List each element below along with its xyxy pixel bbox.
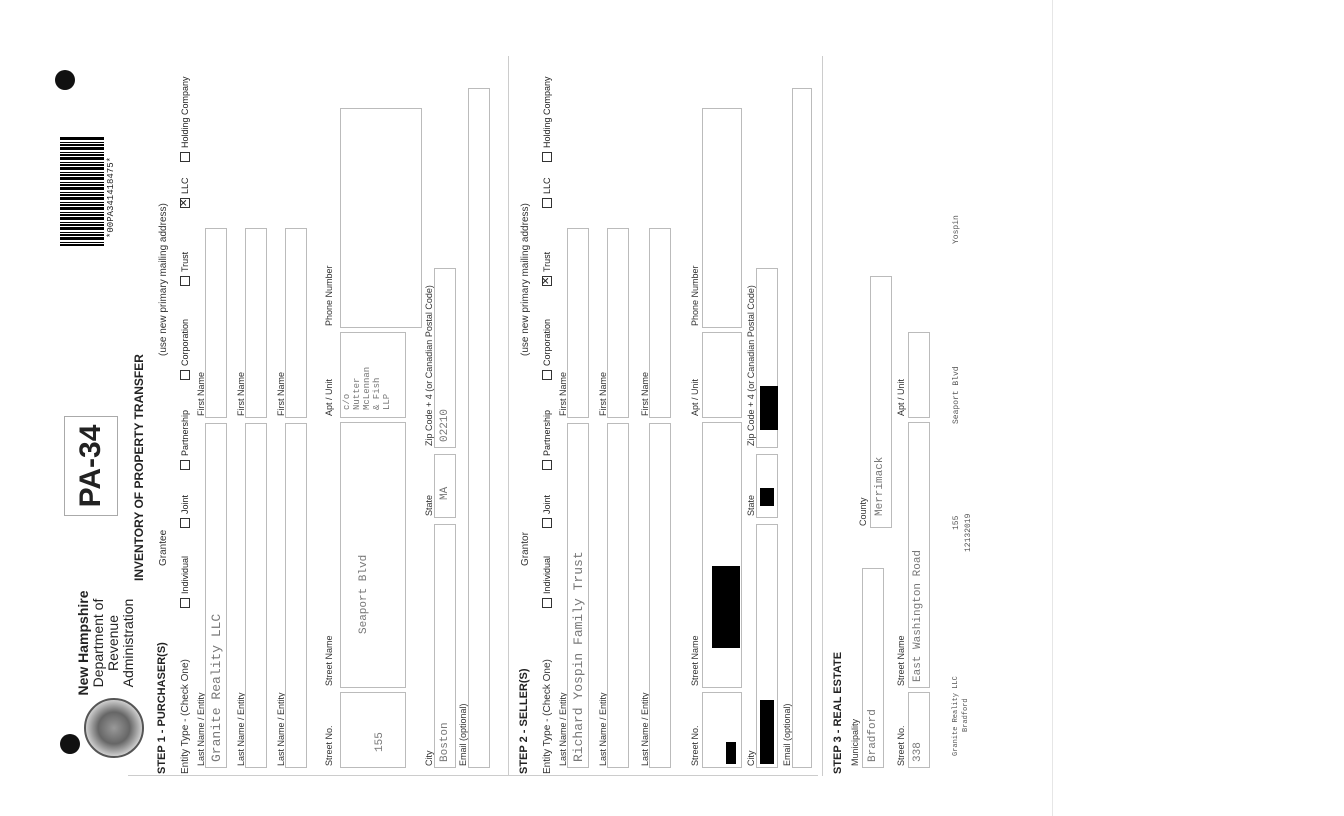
form-title: INVENTORY OF PROPERTY TRANSFER	[132, 354, 146, 581]
step2-first-name-label-3: First Name	[640, 371, 650, 416]
footer-col2-line1: 155	[952, 515, 961, 530]
step3-municipality-value: Bradford	[867, 709, 879, 762]
step2-first-name-field-3[interactable]	[649, 228, 671, 418]
step2-checkbox-trust[interactable]: ✕	[541, 276, 552, 285]
divider	[822, 56, 823, 776]
step2-email-field[interactable]	[792, 88, 812, 768]
step2-state-label: State	[746, 494, 756, 516]
step2-street-no-redaction	[726, 742, 736, 764]
step2-option-llc: LLC	[542, 177, 552, 194]
step2-email-label: Email (optional)	[782, 703, 792, 766]
step1-checkbox-trust[interactable]	[180, 276, 190, 286]
step2-checkbox-holding-company[interactable]	[542, 152, 552, 162]
step2-role: Grantor	[520, 532, 531, 566]
step2-city-redaction	[760, 700, 774, 764]
form-number-box	[64, 416, 118, 516]
step1-street-name-value: Seaport Blvd	[358, 554, 370, 634]
step1-first-name-field-2[interactable]	[245, 228, 267, 418]
step2-state-redaction	[760, 488, 774, 506]
step2-state-field[interactable]	[756, 454, 778, 518]
apt-line: Nutter	[352, 377, 362, 410]
barcode-text: *00PA341418475*	[106, 156, 116, 238]
step2-last-name-value-1: Richard Yospin Family Trust	[571, 551, 586, 762]
footer-col4-line1: Yospin	[952, 215, 961, 244]
step1-email-label: Email (optional)	[458, 703, 468, 766]
step2-mailing-note: (use new primary mailing address)	[520, 203, 531, 356]
step2-option-trust: Trust	[542, 251, 552, 272]
apt-line: LLP	[382, 393, 392, 410]
step2-apt-unit-label: Apt / Unit	[690, 378, 700, 416]
step1-zip-label: Zip Code + 4 (or Canadian Postal Code)	[424, 285, 434, 446]
step1-checkbox-individual[interactable]	[180, 598, 190, 608]
step3-municipality-label: Municipality	[850, 718, 860, 766]
agency-line3: Revenue Administration	[105, 598, 136, 688]
step1-last-name-field-3[interactable]	[285, 423, 307, 768]
step3-county-label: County	[858, 497, 868, 526]
step2-street-name-label: Street Name	[690, 635, 700, 686]
step3-street-name-value: East Washington Road	[912, 549, 924, 682]
apt-line: & Fish	[372, 377, 382, 410]
step2-phone-field[interactable]	[702, 108, 742, 328]
step1-checkbox-partnership[interactable]	[180, 460, 190, 470]
hole-punch-right	[55, 70, 75, 90]
step1-street-no-label: Street No.	[324, 725, 334, 766]
step1-zip-value: 02210	[439, 408, 451, 442]
step2-option-corporation: Corporation	[542, 318, 552, 366]
form-number: PA-34	[74, 424, 107, 508]
step2-street-no-field[interactable]	[702, 692, 742, 768]
step1-option-llc: LLC	[180, 177, 190, 194]
step2-zip-label: Zip Code + 4 (or Canadian Postal Code)	[746, 285, 756, 446]
step1-checkbox-llc[interactable]: ✕	[179, 198, 190, 207]
step1-first-name-field-3[interactable]	[285, 228, 307, 418]
step2-last-name-label-2: Last Name / Entity	[598, 692, 608, 766]
step2-option-holding-company: Holding Company	[542, 76, 552, 148]
step1-option-corporation: Corporation	[180, 318, 190, 366]
agency-block	[76, 588, 136, 698]
step3-apt-unit-field[interactable]	[908, 332, 930, 418]
step2-street-name-field[interactable]	[702, 422, 742, 688]
step1-last-name-field-2[interactable]	[245, 423, 267, 768]
step2-city-label: City	[746, 750, 756, 766]
step2-last-name-field-3[interactable]	[649, 423, 671, 768]
step2-checkbox-joint[interactable]	[542, 518, 552, 528]
footer-col2-line2: 12132019	[964, 513, 973, 552]
step1-role: Grantee	[158, 529, 169, 566]
step1-first-name-label-2: First Name	[236, 371, 246, 416]
step1-last-name-label-2: Last Name / Entity	[236, 692, 246, 766]
step1-option-partnership: Partnership	[180, 409, 190, 456]
step1-street-name-field[interactable]	[340, 422, 406, 688]
step1-phone-field[interactable]	[340, 108, 422, 328]
left-border	[128, 775, 818, 776]
step2-checkbox-llc[interactable]	[542, 198, 552, 208]
step3-county-value: Merrimack	[874, 456, 886, 516]
step2-street-name-redaction	[712, 566, 740, 648]
step1-entity-type-label: Entity Type - (Check One)	[180, 659, 191, 774]
state-seal-icon	[84, 698, 144, 758]
step2-last-name-label-3: Last Name / Entity	[640, 692, 650, 766]
step1-checkbox-corporation[interactable]	[180, 370, 190, 380]
step1-city-value: Boston	[439, 722, 451, 762]
step1-email-field[interactable]	[468, 88, 490, 768]
step3-street-no-value: 338	[912, 742, 924, 762]
step2-last-name-label-1: Last Name / Entity	[558, 692, 568, 766]
step1-city-label: City	[424, 750, 434, 766]
step1-option-individual: Individual	[180, 555, 190, 594]
step2-checkbox-individual[interactable]	[542, 598, 552, 608]
step1-state-label: State	[424, 494, 434, 516]
footer-col1-line2: Bradford	[962, 698, 970, 732]
apt-line: c/o	[342, 393, 352, 410]
step1-option-holding-company: Holding Company	[180, 76, 190, 148]
step1-checkbox-joint[interactable]	[180, 518, 190, 528]
step1-street-name-label: Street Name	[324, 635, 334, 686]
step1-first-name-label-1: First Name	[196, 371, 206, 416]
step3-title: STEP 3 - REAL ESTATE	[832, 651, 844, 774]
step2-first-name-label-2: First Name	[598, 371, 608, 416]
step1-title: STEP 1 - PURCHASER(S)	[156, 642, 168, 774]
step1-street-no-field[interactable]	[340, 692, 406, 768]
step1-apt-unit-value	[342, 367, 392, 410]
hole-punch-left	[60, 734, 80, 754]
step2-last-name-field-2[interactable]	[607, 423, 629, 768]
step2-title: STEP 2 - SELLER(S)	[518, 668, 530, 774]
step1-state-value: MA	[439, 486, 451, 500]
step2-option-individual: Individual	[542, 555, 552, 594]
step2-street-no-label: Street No.	[690, 725, 700, 766]
step2-entity-type-label: Entity Type - (Check One)	[542, 659, 553, 774]
step2-option-joint: Joint	[542, 494, 552, 514]
step1-last-name-value-1: Granite Reality LLC	[209, 613, 224, 762]
step2-first-name-field-1[interactable]	[567, 228, 589, 418]
step1-apt-unit-label: Apt / Unit	[324, 378, 334, 416]
step2-checkbox-partnership[interactable]	[542, 460, 552, 470]
step1-checkbox-holding-company[interactable]	[180, 152, 190, 162]
step1-first-name-field-1[interactable]	[205, 228, 227, 418]
step1-phone-label: Phone Number	[324, 265, 334, 326]
step2-option-partnership: Partnership	[542, 409, 552, 456]
agency-line2: Department of	[90, 598, 106, 688]
step2-zip-redaction	[760, 386, 778, 430]
step1-street-no-value: 155	[374, 732, 386, 752]
step3-apt-unit-label: Apt / Unit	[896, 378, 906, 416]
footer-col1-line1: Granite Reality LLC	[952, 676, 960, 756]
step1-last-name-label-1: Last Name / Entity	[196, 692, 206, 766]
divider	[508, 56, 509, 776]
apt-line: McLennan	[362, 366, 372, 410]
step2-first-name-label-1: First Name	[558, 371, 568, 416]
step2-apt-unit-field[interactable]	[702, 332, 742, 418]
step1-last-name-label-3: Last Name / Entity	[276, 692, 286, 766]
step3-street-no-label: Street No.	[896, 725, 906, 766]
step2-first-name-field-2[interactable]	[607, 228, 629, 418]
agency-line1: New Hampshire	[75, 590, 91, 696]
footer-col3-line1: Seaport Blvd	[952, 366, 961, 424]
step2-phone-label: Phone Number	[690, 265, 700, 326]
step2-checkbox-corporation[interactable]	[542, 370, 552, 380]
page-edge	[1052, 0, 1053, 816]
step1-first-name-label-3: First Name	[276, 371, 286, 416]
barcode	[60, 136, 104, 246]
step3-street-name-label: Street Name	[896, 635, 906, 686]
step1-option-joint: Joint	[180, 494, 190, 514]
step1-option-trust: Trust	[180, 251, 190, 272]
step1-mailing-note: (use new primary mailing address)	[158, 203, 169, 356]
